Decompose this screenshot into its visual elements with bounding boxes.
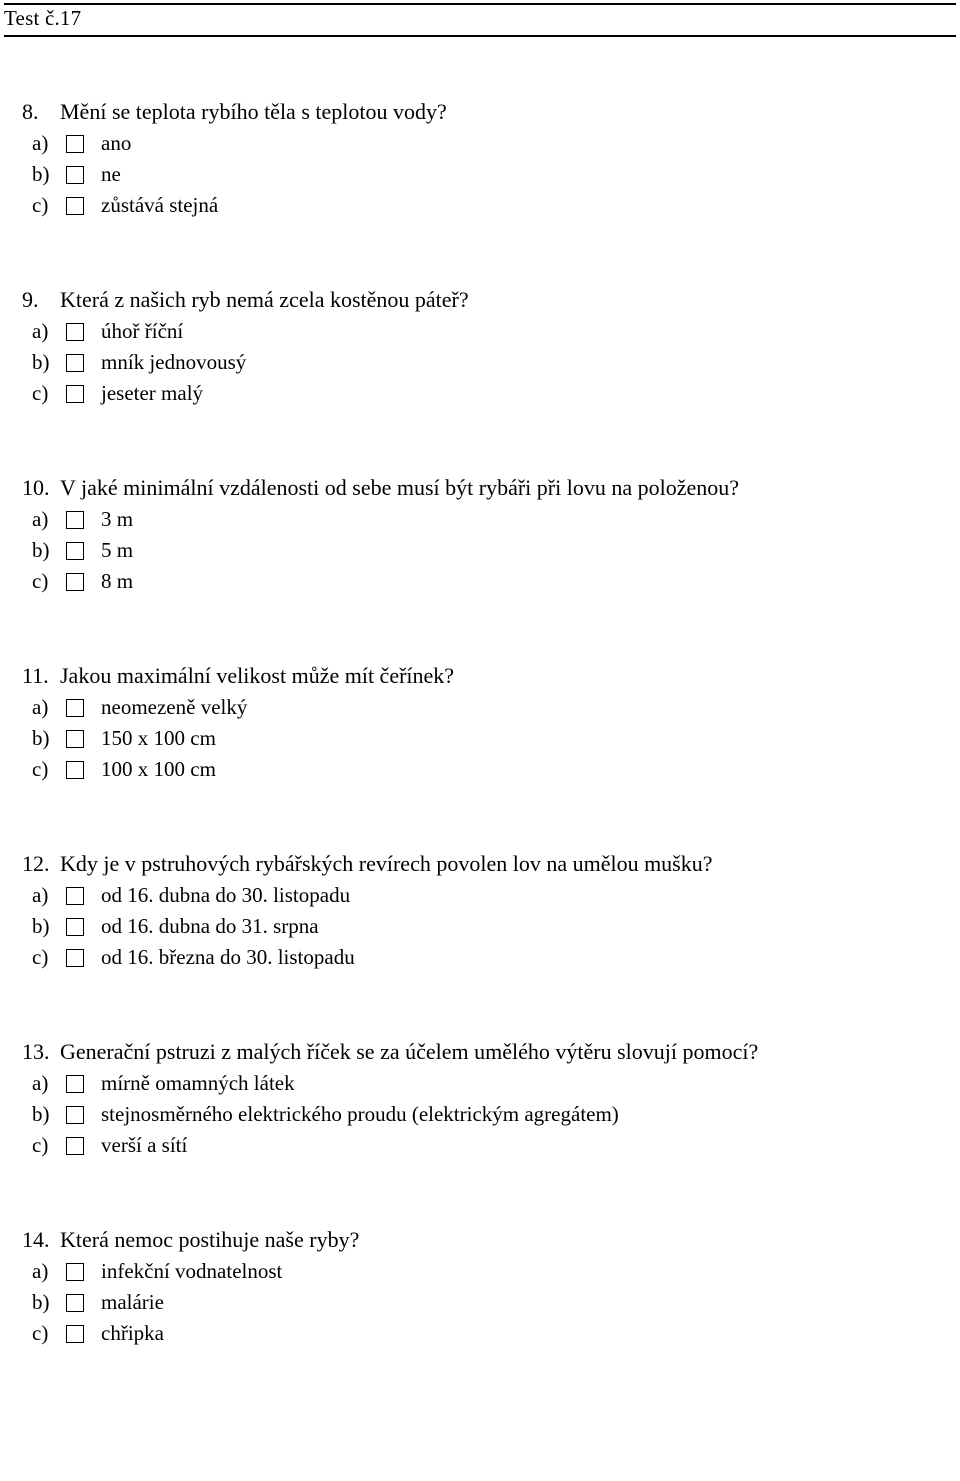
option-letter: a)	[32, 507, 49, 531]
page-title: Test č.17	[4, 6, 82, 30]
question-title	[22, 851, 942, 882]
option-text: ne	[101, 162, 121, 186]
option-b[interactable]	[22, 537, 942, 568]
question-8	[22, 99, 942, 223]
question-9	[22, 287, 942, 411]
option-text: 100 x 100 cm	[101, 757, 216, 781]
answer-checkbox[interactable]	[66, 1137, 84, 1155]
option-b[interactable]	[22, 1289, 942, 1320]
answer-checkbox[interactable]	[66, 542, 84, 560]
answer-checkbox[interactable]	[66, 1263, 84, 1281]
question-text: Jakou maximální velikost může mít čeřínek?	[60, 663, 455, 688]
option-b[interactable]	[22, 913, 942, 944]
question-title	[22, 287, 942, 318]
option-text: 150 x 100 cm	[101, 726, 216, 750]
question-number: 13.	[22, 1039, 50, 1064]
question-number: 12.	[22, 851, 50, 876]
question-number: 8.	[22, 99, 39, 124]
option-text: infekční vodnatelnost	[101, 1259, 283, 1283]
option-letter: a)	[32, 1071, 49, 1095]
answer-checkbox[interactable]	[66, 699, 84, 717]
option-a[interactable]	[22, 130, 942, 161]
answer-checkbox[interactable]	[66, 918, 84, 936]
option-a[interactable]	[22, 1258, 942, 1289]
option-letter: a)	[32, 883, 49, 907]
option-text: jeseter malý	[101, 381, 204, 405]
option-letter: b)	[32, 162, 50, 186]
option-letter: c)	[32, 381, 49, 405]
option-letter: b)	[32, 914, 50, 938]
option-a[interactable]	[22, 694, 942, 725]
option-c[interactable]	[22, 380, 942, 411]
option-text: mník jednovousý	[101, 350, 247, 374]
option-letter: a)	[32, 131, 49, 155]
option-letter: c)	[32, 757, 49, 781]
option-b[interactable]	[22, 161, 942, 192]
answer-checkbox[interactable]	[66, 1075, 84, 1093]
option-c[interactable]	[22, 756, 942, 787]
answer-checkbox[interactable]	[66, 197, 84, 215]
option-a[interactable]	[22, 506, 942, 537]
option-text: 3 m	[101, 507, 134, 531]
answer-checkbox[interactable]	[66, 887, 84, 905]
answer-checkbox[interactable]	[66, 1325, 84, 1343]
option-b[interactable]	[22, 725, 942, 756]
answer-checkbox[interactable]	[66, 354, 84, 372]
option-c[interactable]	[22, 1132, 942, 1163]
option-text: verší a sítí	[101, 1133, 188, 1157]
option-c[interactable]	[22, 192, 942, 223]
option-b[interactable]	[22, 1101, 942, 1132]
option-text: od 16. března do 30. listopadu	[101, 945, 355, 969]
answer-checkbox[interactable]	[66, 949, 84, 967]
option-c[interactable]	[22, 1320, 942, 1351]
option-letter: a)	[32, 695, 49, 719]
question-11	[22, 663, 942, 787]
question-10	[22, 475, 942, 599]
question-title	[22, 1227, 942, 1258]
answer-checkbox[interactable]	[66, 323, 84, 341]
option-c[interactable]	[22, 944, 942, 975]
option-text: 8 m	[101, 569, 134, 593]
question-12	[22, 851, 942, 975]
option-letter: c)	[32, 193, 49, 217]
option-text: ano	[101, 131, 132, 155]
answer-checkbox[interactable]	[66, 385, 84, 403]
question-title	[22, 663, 942, 694]
question-number: 9.	[22, 287, 39, 312]
question-text: Mění se teplota rybího těla s teplotou vody?	[60, 99, 447, 124]
header-frame	[4, 3, 956, 37]
option-b[interactable]	[22, 349, 942, 380]
question-text: Která nemoc postihuje naše ryby?	[60, 1227, 360, 1252]
option-letter: b)	[32, 1102, 50, 1126]
question-text: Generační pstruzi z malých říček se za účelem umělého výtěru slovují pomocí?	[60, 1039, 759, 1064]
option-a[interactable]	[22, 882, 942, 913]
option-letter: a)	[32, 1259, 49, 1283]
option-text: stejnosměrného elektrického proudu (elektrickým agregátem)	[101, 1102, 619, 1126]
answer-checkbox[interactable]	[66, 573, 84, 591]
option-text: od 16. dubna do 30. listopadu	[101, 883, 351, 907]
option-text: mírně omamných látek	[101, 1071, 295, 1095]
question-number: 14.	[22, 1227, 50, 1252]
answer-checkbox[interactable]	[66, 1106, 84, 1124]
option-letter: c)	[32, 1321, 49, 1345]
answer-checkbox[interactable]	[66, 730, 84, 748]
option-letter: b)	[32, 538, 50, 562]
question-text: V jaké minimální vzdálenosti od sebe musí být rybáři při lovu na položenou?	[60, 475, 740, 500]
option-letter: c)	[32, 569, 49, 593]
option-letter: b)	[32, 1290, 50, 1314]
question-number: 11.	[22, 663, 49, 688]
option-a[interactable]	[22, 318, 942, 349]
answer-checkbox[interactable]	[66, 761, 84, 779]
question-title	[22, 99, 942, 130]
answer-checkbox[interactable]	[66, 511, 84, 529]
answer-checkbox[interactable]	[66, 135, 84, 153]
option-text: zůstává stejná	[101, 193, 219, 217]
question-text: Kdy je v pstruhových rybářských revírech povolen lov na umělou mušku?	[60, 851, 713, 876]
option-letter: c)	[32, 1133, 49, 1157]
option-letter: b)	[32, 726, 50, 750]
option-letter: a)	[32, 319, 49, 343]
question-title	[22, 1039, 942, 1070]
option-text: chřipka	[101, 1321, 164, 1345]
option-letter: c)	[32, 945, 49, 969]
option-text: neomezeně velký	[101, 695, 248, 719]
option-text: 5 m	[101, 538, 134, 562]
option-text: malárie	[101, 1290, 164, 1314]
question-text: Která z našich ryb nemá zcela kostěnou páteř?	[60, 287, 469, 312]
option-a[interactable]	[22, 1070, 942, 1101]
answer-checkbox[interactable]	[66, 1294, 84, 1312]
answer-checkbox[interactable]	[66, 166, 84, 184]
option-c[interactable]	[22, 568, 942, 599]
question-14	[22, 1227, 942, 1351]
option-text: úhoř říční	[101, 319, 184, 343]
question-13	[22, 1039, 942, 1163]
option-letter: b)	[32, 350, 50, 374]
option-text: od 16. dubna do 31. srpna	[101, 914, 319, 938]
question-title	[22, 475, 942, 506]
question-number: 10.	[22, 475, 50, 500]
